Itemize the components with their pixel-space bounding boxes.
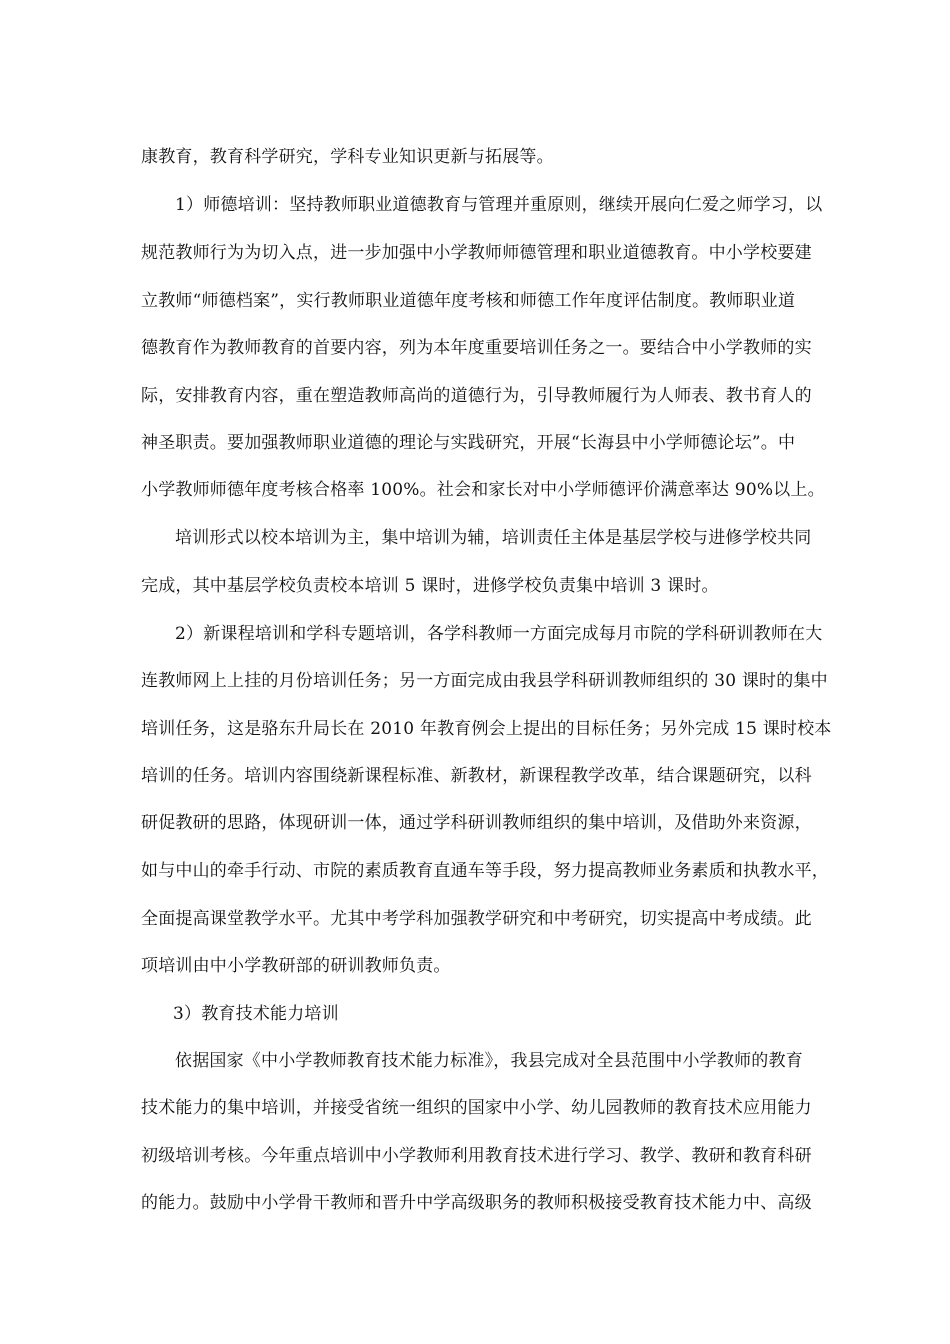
text-line: 技术能力的集中培训，并接受省统一组织的国家中小学、幼儿园教师的教育技术应用能力 — [141, 1098, 812, 1118]
text-line: 连教师网上上挂的月份培训任务；另一方面完成由我县学科研训教师组织的 30 课时的集中 — [141, 671, 828, 691]
section-heading: 3）教育技术能力培训 — [173, 1004, 339, 1024]
text-line: 初级培训考核。今年重点培训中小学教师利用教育技术进行学习、教学、教研和教育科研 — [141, 1146, 812, 1166]
text-line: 培训形式以校本培训为主，集中培训为辅，培训责任主体是基层学校与进修学校共同 — [175, 528, 812, 548]
text-line: 依据国家《中小学教师教育技术能力标准》，我县完成对全县范围中小学教师的教育 — [175, 1051, 803, 1071]
text-line: 1）师德培训：坚持教师职业道德教育与管理并重原则，继续开展向仁爱之师学习，以 — [175, 195, 823, 215]
text-line: 立教师“师德档案”，实行教师职业道德年度考核和师德工作年度评估制度。教师职业道 — [141, 291, 796, 311]
text-line: 的能力。鼓励中小学骨干教师和晋升中学高级职务的教师积极接受教育技术能力中、高级 — [141, 1193, 812, 1213]
text-line: 规范教师行为为切入点，进一步加强中小学教师师德管理和职业道德教育。中小学校要建 — [141, 243, 812, 263]
text-line: 际，安排教育内容，重在塑造教师高尚的道德行为，引导教师履行为人师表、教书育人的 — [141, 386, 812, 406]
text-line: 康教育，教育科学研究，学科专业知识更新与拓展等。 — [141, 147, 554, 167]
text-line: 2）新课程培训和学科专题培训，各学科教师一方面完成每月市院的学科研训教师在大 — [175, 624, 823, 644]
text-line: 全面提高课堂教学水平。尤其中考学科加强教学研究和中考研究，切实提高中考成绩。此 — [141, 909, 812, 929]
text-line: 培训任务，这是骆东升局长在 2010 年教育例会上提出的目标任务；另外完成 15 课时校本 — [141, 719, 832, 739]
text-line: 小学教师师德年度考核合格率 100%。社会和家长对中小学师德评价满意率达 90%以上。 — [141, 480, 825, 500]
text-line: 完成，其中基层学校负责校本培训 5 课时，进修学校负责集中培训 3 课时。 — [141, 576, 719, 596]
text-line: 德教育作为教师教育的首要内容，列为本年度重要培训任务之一。要结合中小学教师的实 — [141, 338, 812, 358]
text-line: 培训的任务。培训内容围绕新课程标准、新教材，新课程教学改革，结合课题研究，以科 — [141, 766, 812, 786]
text-line: 神圣职责。要加强教师职业道德的理论与实践研究，开展“长海县中小学师德论坛”。中 — [141, 433, 796, 453]
text-line: 项培训由中小学教研部的研训教师负责。 — [141, 956, 451, 976]
text-line: 如与中山的牵手行动、市院的素质教育直通车等手段，努力提高教师业务素质和执教水平， — [141, 861, 829, 881]
text-line: 研促教研的思路，体现研训一体，通过学科研训教师组织的集中培训，及借助外来资源， — [141, 813, 812, 833]
